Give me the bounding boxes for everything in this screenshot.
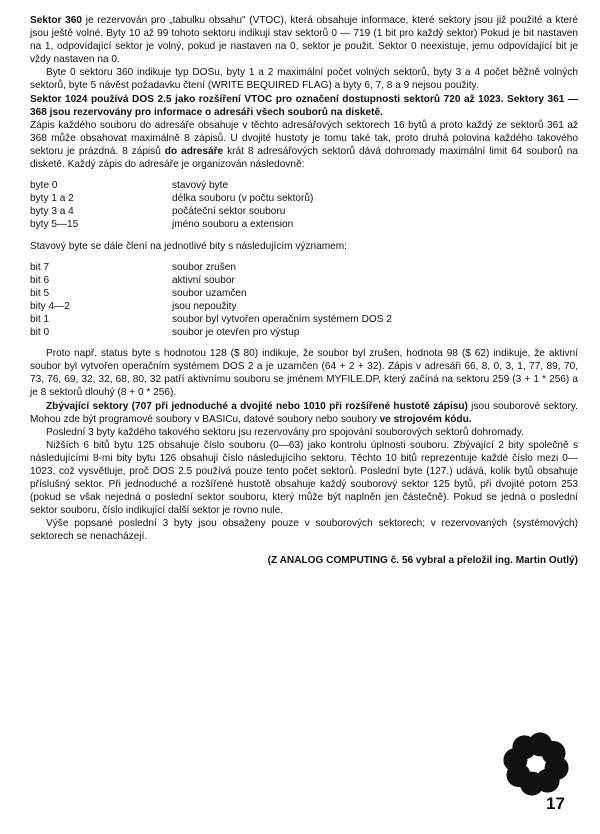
table-value: aktivní soubor [172, 274, 235, 286]
table-key: bit 0 [30, 327, 50, 339]
status-bits-table [30, 261, 392, 340]
paragraph-4-text: Zápis každého souboru do adresáře obsahuje v těchto adresářových sektorech 16 bytů a proto každý ze sektorů 361 až 368 může obsahovat maximálně 8 zápisů. U dvojité hustoty je tomu také tak, proto druhá polovina každého takového sektoru je prázdná. 8 zápisů [30, 119, 578, 157]
paragraph-3: Sektor 1024 používá DOS 2.5 jako rozšíření VTOC pro označení dostupnosti sektorů 720 až 1023. Sektory 361 — 368 jsou rezervovány pro informace o adresáři všech souborů na disketě. [30, 93, 578, 118]
table-value: počáteční sektor souboru [172, 206, 286, 218]
table-key: bity 4—2 [30, 300, 70, 312]
directory-entry-row [30, 205, 313, 218]
table-value: jsou nepoužity [172, 300, 237, 312]
paragraph-10: Výše popsané poslední 3 byty jsou obsaženy pouze v souborových sektorech; v rezervovaných (systémových) sektorech se nenacházejí. [30, 518, 578, 543]
paragraph-7-bold-end: ve strojovém kódu. [376, 413, 472, 425]
paragraph-7-text: jsou souborové sektory. Mohou zde být programové soubory v BASICu, datové soubory nebo soubory [30, 400, 578, 425]
paragraph-8: Poslední 3 byty každého takového sektoru jsu rezervovány pro spojování souborových sektorů dohromady. [46, 426, 524, 438]
table-key: byty 1 a 2 [30, 193, 74, 205]
table-key: byty 3 a 4 [30, 206, 74, 218]
paragraph-2: Byte 0 sektoru 360 indikuje typ DOSu, byty 1 a 2 maximální počet volných sektorů, byty 3 a 4 počet běžně volných sektorů, byte 5 návěst požadavku čtení (WRITE BEQUIRED FLAG) a byty 6, 7, 8 a 9 nejsou použity. [30, 67, 578, 92]
directory-entry-row [30, 179, 313, 192]
paragraph-6: Proto např. status byte s hodnotou 128 ($ 80) indikuje, že soubor byl zrušen, hodnota 98 ($ 62) indikuje, že aktivní soubor byl vytvořen operačním systémem DOS 2 a je uzamčen (64 + 2 + 32). Zápis v adresáři 66, 8, 0, 3, 1, 77, 89, 70, 73, 76, 69, 32, 32, 68, 80, 32 patří aktivnímu souboru se jménem MYFILE.DP, který začíná na sektoru 259 (3 + 1 * 256) a je 8 sektorů dlouhý (8 + 0 * 256). [30, 348, 578, 399]
directory-entry-row [30, 218, 313, 231]
article-body [30, 14, 578, 567]
table-value: jméno souboru a extension [172, 219, 294, 231]
table-value: soubor zrušen [172, 261, 236, 273]
status-bit-row [30, 326, 392, 339]
table-key: bit 1 [30, 313, 50, 325]
paragraph-1-text: je rezervován pro „tabulku obsahu" (VTOC), která obsahuje informace, které sektory jsou již použité a které jsou ještě volné. Byty 10 až 99 tohoto sektoru indikují stav sektorů 0 — 719 (1 bit pro každý sektor) Pokud je bit nastaven na 1, odpovídající sektor je volný, pokud je nastaven na 0, sektor je použit. Sektor 0 neexistuje, jemu odpovídající bit je vždy nastaven na 0. [30, 15, 578, 66]
spacer [30, 339, 578, 347]
spacer [30, 171, 578, 179]
table-key: byty 5—15 [30, 219, 79, 231]
table-value: stavový byte [172, 180, 229, 192]
status-bit-row [30, 313, 392, 326]
paragraph-4 [30, 119, 578, 171]
paragraph-1-lead: Sektor 360 [30, 15, 82, 26]
directory-entry-table [30, 179, 313, 231]
paragraph-9: Nižších 6 bitů bytu 125 obsahuje číslo souboru (0—63) jako kontrolu úplnosti souboru. Zbývající 2 bity společně s následujícími 8-mi bity bytu 126 obsahují číslo následujícího sektoru. Těchto 10 bitů reprezentuje každé číslo mezi 0—1023, což vysvětluje, proč DOS 2.5 používá pouze tento počet sektorů. Poslední byte (127.) udává, kolik bytů obsahuje příslušný sektor. Při jednoduché a rozšířené hustotě obsahuje každý souborový sektor 125 bytů, při dvojité potom 253 (pokud se však nejedná o poslední sektor souboru, který může být naplněn jen částečně). Pokud se jedná o poslední sektor souboru, číslo indikující další sektor je rovno nule. [30, 439, 578, 517]
table-key: byte 0 [30, 180, 58, 192]
flower-center [529, 757, 543, 771]
table-value: délka souboru (v počtu sektorů) [172, 193, 314, 205]
table-value: soubor uzamčen [172, 287, 247, 299]
status-bit-row [30, 261, 392, 274]
page-number: 17 [546, 794, 565, 813]
spacer [30, 253, 578, 261]
status-bit-row [30, 300, 392, 313]
directory-entry-table-body [30, 179, 313, 231]
paragraph-5: Stavový byte se dále člení na jednotlivé bity s následujícím významem: [30, 240, 347, 252]
table-key: bit 7 [30, 261, 50, 273]
table-value: soubor je otevřen pro výstup [172, 327, 300, 339]
directory-entry-row [30, 192, 313, 205]
status-bits-table-body [30, 261, 392, 340]
flower-petal [542, 741, 566, 765]
paragraph-4-text-end: krát 8 adresářových sektorů dává dohromady maximální limit 64 souborů na disketě. Každý zápis do adresáře je organizován následovně: [30, 145, 579, 171]
table-key: bit 5 [30, 287, 50, 299]
status-bit-row [30, 287, 392, 300]
table-key: bit 6 [30, 274, 50, 286]
flower-ornament-icon [498, 728, 574, 800]
spacer [30, 232, 578, 240]
paragraph-1 [30, 14, 578, 66]
source-credit: (Z ANALOG COMPUTING č. 56 vybral a přeložil ing. Martin Outlý) [267, 554, 578, 566]
status-bit-row [30, 274, 392, 287]
table-value: soubor byl vytvořen operačním systémem DOS 2 [172, 313, 392, 325]
paragraph-4-bold: do adresáře [160, 145, 224, 157]
paragraph-7 [30, 400, 578, 426]
paragraph-7-lead: Zbývající sektory (707 při jednoduché a dvojité nebo 1010 při rozšířené hustotě zápisu) [46, 400, 468, 412]
